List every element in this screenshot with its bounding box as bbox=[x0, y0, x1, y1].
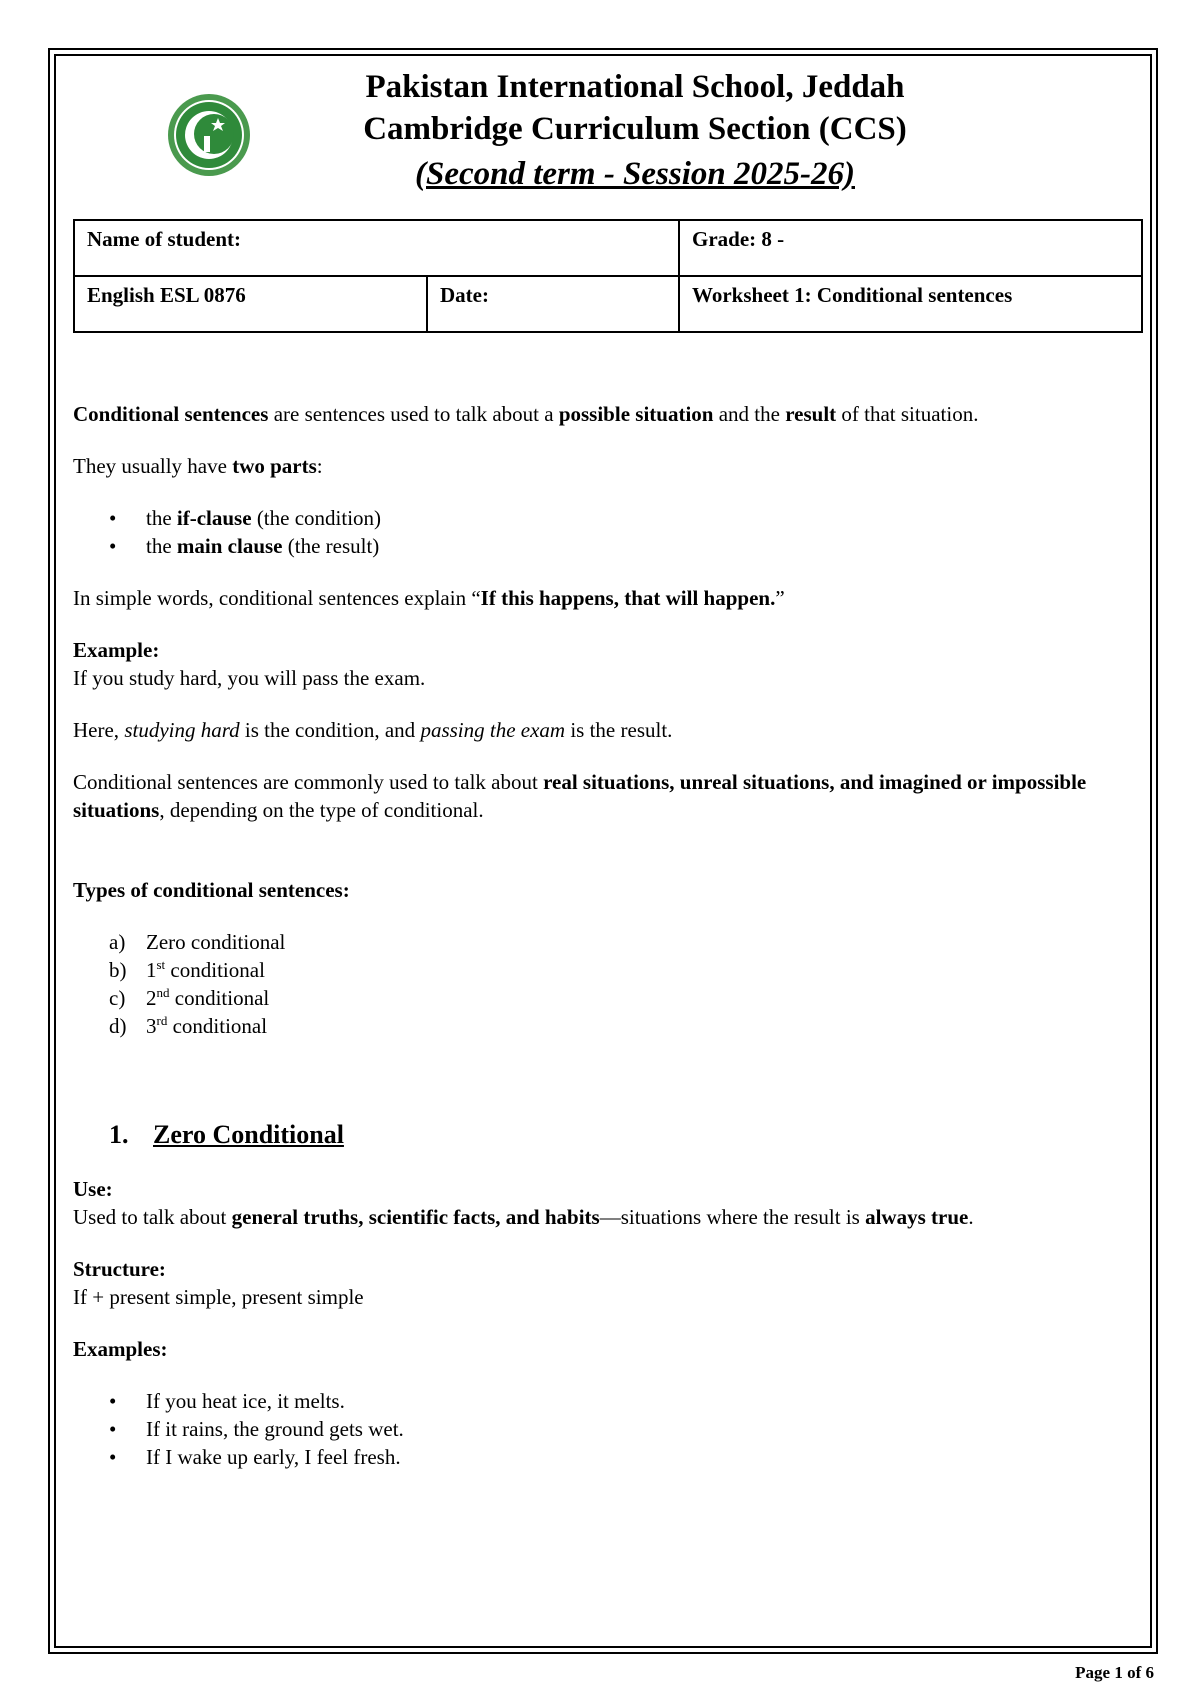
types-heading-text: Types of conditional sentences: bbox=[73, 878, 350, 902]
def-bold-term: Conditional sentences bbox=[73, 402, 269, 426]
type-ordinal: st bbox=[156, 957, 166, 972]
bullet-bold: if-clause bbox=[176, 506, 252, 530]
simple-bold: If this happens, that will happen. bbox=[480, 586, 776, 610]
examples-label-text: Examples: bbox=[73, 1337, 168, 1361]
types-list bbox=[73, 928, 1143, 1040]
usage-text-2: , depending on the type of conditional. bbox=[159, 798, 484, 822]
section-title: Zero Conditional bbox=[153, 1120, 344, 1149]
grade-cell[interactable] bbox=[679, 220, 1142, 276]
worksheet-content bbox=[73, 400, 1143, 1471]
list-item: • If you heat ice, it melts. bbox=[73, 1387, 1143, 1415]
bullet-post: (the result) bbox=[282, 534, 380, 558]
list-item bbox=[73, 928, 1143, 956]
grade-label: Grade: 8 - bbox=[692, 227, 785, 251]
def-bold-result: result bbox=[785, 402, 837, 426]
worksheet-cell bbox=[679, 276, 1142, 332]
type-ordinal: nd bbox=[156, 985, 170, 1000]
usage-bold: real situations, unreal situations, and imagined or impossible situations bbox=[73, 770, 1087, 822]
list-item: • If it rains, the ground gets wet. bbox=[73, 1415, 1143, 1443]
use-text-2: —situations where the result is bbox=[599, 1205, 866, 1229]
here-italic-2: passing the exam bbox=[420, 718, 566, 742]
here-text-2: is the condition, and bbox=[239, 718, 421, 742]
bullet-bold: main clause bbox=[176, 534, 283, 558]
use-label-text: Use: bbox=[73, 1177, 113, 1201]
types-heading bbox=[73, 876, 1143, 904]
school-crest-icon bbox=[166, 92, 252, 178]
type-text: conditional bbox=[167, 1014, 268, 1038]
def-text-1: are sentences used to talk about a bbox=[268, 402, 559, 426]
use-paragraph bbox=[73, 1203, 1143, 1231]
school-header bbox=[250, 66, 1020, 198]
list-item bbox=[73, 532, 1143, 560]
example-sentence: If you study hard, you will pass the exam. bbox=[73, 666, 426, 690]
type-number: 2 bbox=[146, 986, 157, 1010]
simple-text-2: ” bbox=[775, 586, 785, 610]
here-italic-1: studying hard bbox=[124, 718, 240, 742]
type-number: 1 bbox=[146, 958, 157, 982]
parts-bold: two parts bbox=[232, 454, 317, 478]
list-marker: b) bbox=[109, 958, 127, 982]
type-text: conditional bbox=[165, 958, 265, 982]
definition-paragraph bbox=[73, 400, 1143, 428]
section-name: Cambridge Curriculum Section (CCS) bbox=[363, 111, 907, 147]
clause-list bbox=[73, 504, 1143, 560]
use-text-1: Used to talk about bbox=[73, 1205, 232, 1229]
subject-cell bbox=[74, 276, 427, 332]
parts-paragraph bbox=[73, 452, 1143, 480]
structure-text: If + present simple, present simple bbox=[73, 1285, 364, 1309]
structure-label bbox=[73, 1255, 1143, 1283]
subject-label: English ESL 0876 bbox=[87, 283, 246, 307]
page-number: Page 1 of 6 bbox=[1075, 1663, 1154, 1682]
type-text: Zero conditional bbox=[146, 930, 286, 954]
date-cell[interactable] bbox=[427, 276, 679, 332]
bullet-pre: the bbox=[146, 534, 177, 558]
type-text: conditional bbox=[169, 986, 270, 1010]
usage-paragraph bbox=[73, 768, 1143, 824]
list-item bbox=[73, 1012, 1143, 1040]
structure-label-text: Structure: bbox=[73, 1257, 166, 1281]
explanation-paragraph bbox=[73, 716, 1143, 744]
parts-text-1: They usually have bbox=[73, 454, 233, 478]
zero-conditional-heading bbox=[73, 1118, 1143, 1153]
use-label bbox=[73, 1175, 1143, 1203]
simple-words-paragraph bbox=[73, 584, 1143, 612]
parts-text-2: : bbox=[316, 454, 323, 478]
school-name: Pakistan International School, Jeddah bbox=[365, 69, 905, 105]
date-label: Date: bbox=[440, 283, 489, 307]
bullet-post: (the condition) bbox=[251, 506, 382, 530]
usage-text-1: Conditional sentences are commonly used to talk about bbox=[73, 770, 544, 794]
use-text-3: . bbox=[968, 1205, 974, 1229]
type-ordinal: rd bbox=[156, 1013, 168, 1028]
example-label bbox=[73, 636, 1143, 664]
def-bold-situation: possible situation bbox=[558, 402, 714, 426]
use-bold-2: always true bbox=[865, 1205, 969, 1229]
use-bold-1: general truths, scientific facts, and habits bbox=[231, 1205, 600, 1229]
list-item bbox=[73, 956, 1143, 984]
student-info-table bbox=[73, 219, 1143, 333]
type-number: 3 bbox=[146, 1014, 157, 1038]
simple-text-1: In simple words, conditional sentences explain “ bbox=[73, 586, 481, 610]
examples-label bbox=[73, 1335, 1143, 1363]
examples-list bbox=[73, 1387, 1143, 1471]
list-marker: a) bbox=[109, 930, 126, 954]
list-marker: d) bbox=[109, 1014, 127, 1038]
list-item bbox=[73, 984, 1143, 1012]
def-text-3: of that situation. bbox=[836, 402, 979, 426]
here-text-1: Here, bbox=[73, 718, 125, 742]
worksheet-title: Worksheet 1: Conditional sentences bbox=[692, 283, 1013, 307]
list-marker: c) bbox=[109, 986, 126, 1010]
student-name-cell[interactable] bbox=[74, 220, 679, 276]
list-item bbox=[73, 504, 1143, 532]
student-name-label: Name of student: bbox=[87, 227, 241, 251]
list-item: • If I wake up early, I feel fresh. bbox=[73, 1443, 1143, 1471]
here-text-3: is the result. bbox=[565, 718, 673, 742]
session-title: (Second term - Session 2025-26) bbox=[415, 156, 855, 192]
def-text-2: and the bbox=[713, 402, 786, 426]
bullet-pre: the bbox=[146, 506, 177, 530]
example-label-text: Example: bbox=[73, 638, 160, 662]
section-number: 1. bbox=[109, 1120, 129, 1149]
